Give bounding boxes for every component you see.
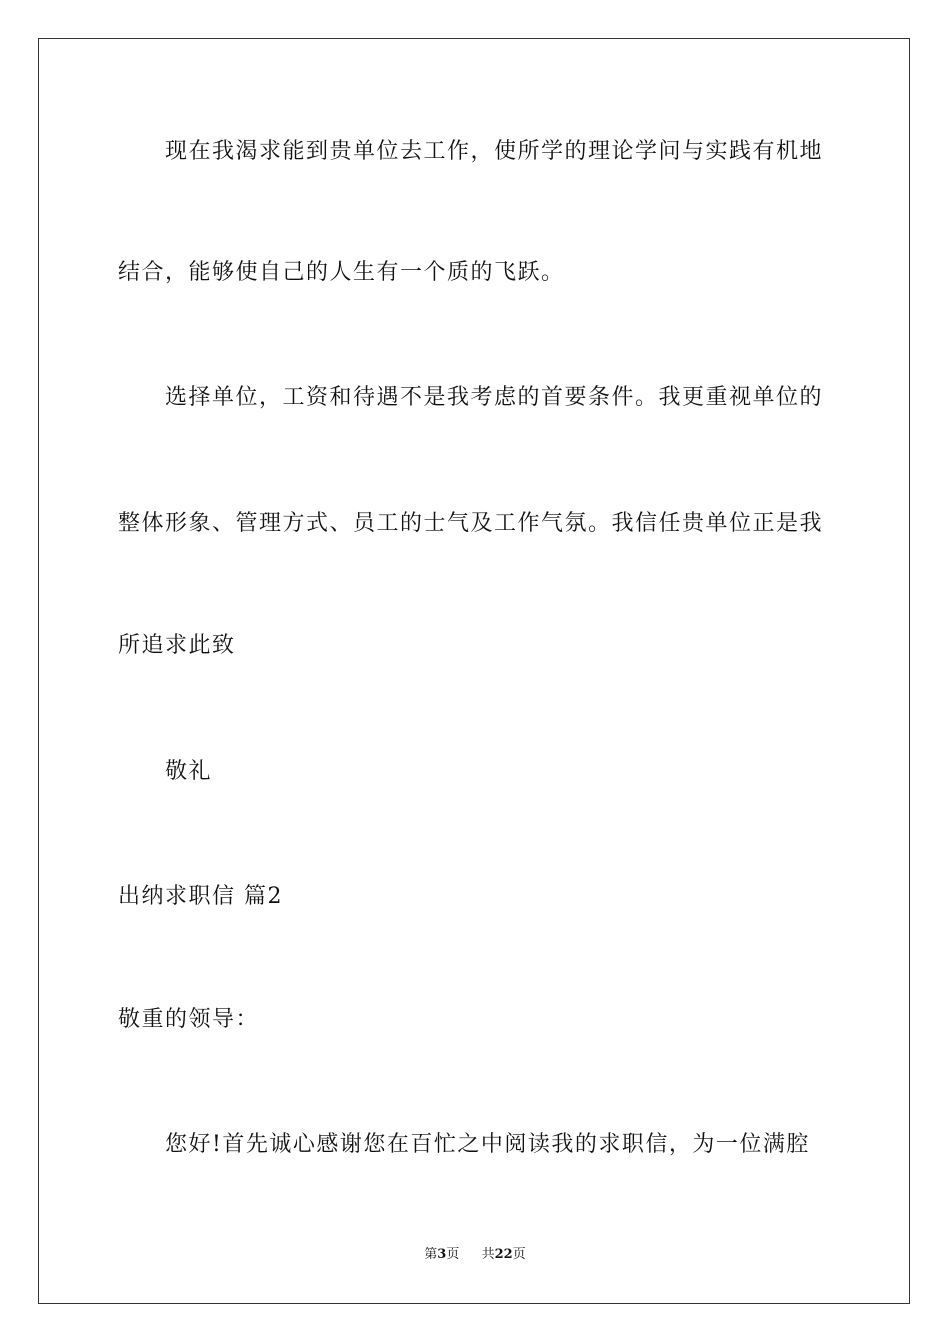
paragraph-line: 结合，能够使自己的人生有一个质的飞跃。 xyxy=(118,260,565,285)
page-frame xyxy=(38,38,910,1304)
paragraph-line: 选择单位，工资和待遇不是我考虑的首要条件。我更重视单位的 xyxy=(165,385,824,410)
paragraph-line: 现在我渴求能到贵单位去工作，使所学的理论学问与实践有机地 xyxy=(165,139,824,164)
total-prefix: 共 xyxy=(481,1247,495,1262)
total-suffix: 页 xyxy=(512,1247,526,1262)
closing-salutation: 敬礼 xyxy=(165,759,213,784)
paragraph-line: 所追求此致 xyxy=(118,633,236,658)
section-heading: 出纳求职信 篇2 xyxy=(118,884,283,909)
page-suffix: 页 xyxy=(446,1247,460,1262)
paragraph-line: 您好!首先诚心感谢您在百忙之中阅读我的求职信，为一位满腔 xyxy=(165,1132,810,1157)
page-number: 3 xyxy=(437,1247,447,1262)
page-footer xyxy=(0,1246,950,1264)
total-pages: 22 xyxy=(494,1247,513,1262)
paragraph-line: 整体形象、管理方式、员工的士气及工作气氛。我信任贵单位正是我 xyxy=(118,511,824,536)
letter-greeting: 敬重的领导： xyxy=(118,1007,260,1032)
page-prefix: 第 xyxy=(424,1247,438,1262)
